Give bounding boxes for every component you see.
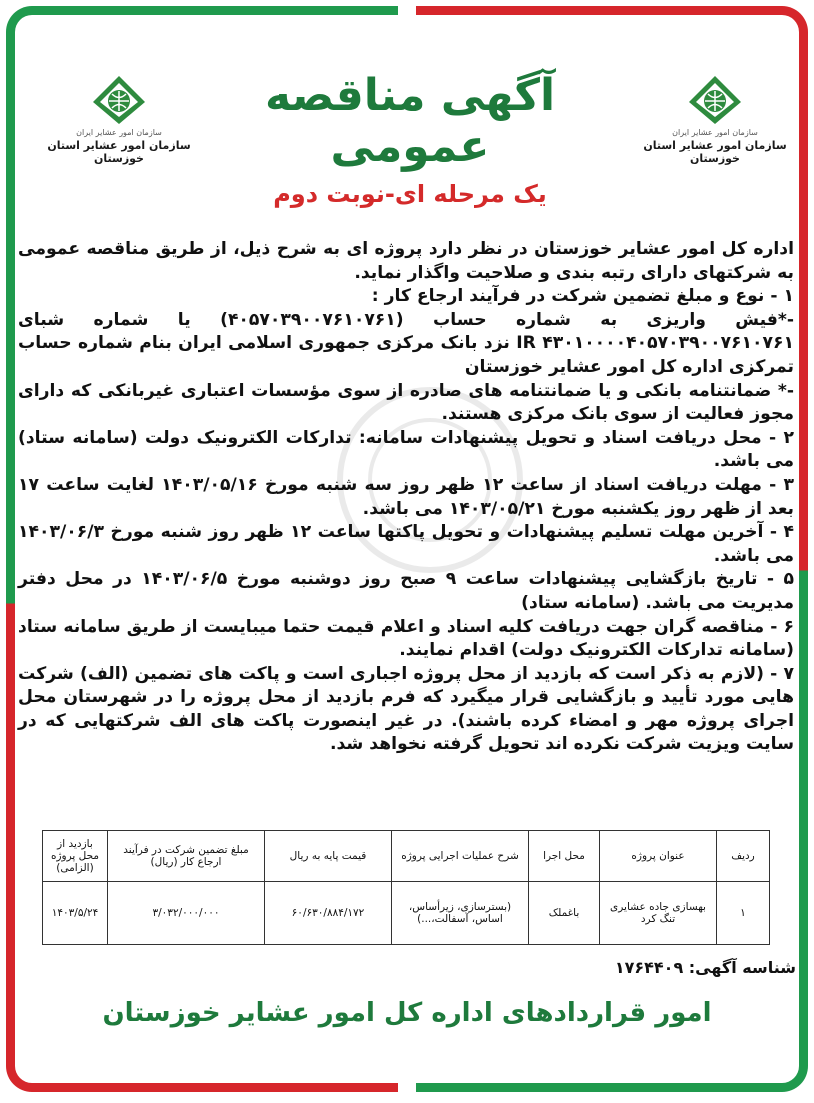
header-location: محل اجرا [529,831,600,882]
org-logo-left [34,74,204,165]
header-project-title: عنوان پروژه [600,831,717,882]
org-small-label-right: سازمان امور عشایر ایران [672,128,758,137]
cell-location: باغملک [529,882,600,945]
tribal-affairs-logo-icon [91,74,147,126]
cell-operations: (بسترسازی، زیرأساس، اساس، آسفالت،...) [392,882,529,945]
org-name-right: سازمان امور عشایر استان خوزستان [643,139,787,165]
cell-row-number: ۱ [717,882,770,945]
cell-project-title: بهسازی جاده عشایری تنگ کرد [600,882,717,945]
item-1: ۱ - نوع و مبلغ تضمین شرکت در فرآیند ارجاع کار : [371,286,794,307]
item-4: ۴ - آخرین مهلت تسلیم پیشنهادات و تحویل پاکتها ساعت ۱۲ ظهر روز شنبه مورخ ۱۴۰۳/۰۶/۳ می باشد. [18,522,794,566]
ad-identifier: شناسه آگهی: ۱۷۶۴۴۰۹ [614,958,796,977]
item-6: ۶ - مناقصه گران جهت دریافت کلیه اسناد و اعلام قیمت حتما میبایست از طریق سامانه ستاد (سامانه تدارکات الکترونیک دولت) اقدام نمایند. [18,616,794,661]
item-7: ۷ - (لازم به ذکر است که بازدید از محل پروژه اجباری است و پاکت های تضمین (الف) شرکت هایی مورد تأیید و بازگشایی قرار میگیرد که فرم بازدید از محل پروژه را در شهرستان محل اجرای پروژه مهر و امضاء کرده باشند). در غیر اینصورت پاکت های الف شرکتهایی که در سایت ویزیت شرکت نکرده اند تحویل گرفته نخواهد شد. [18,663,794,755]
item-2: ۲ - محل دریافت اسناد و تحویل پیشنهادات سامانه: تدارکات الکترونیک دولت (سامانه ستاد) می باشد. [18,427,794,472]
item-5: ۵ - تاریخ بازگشایی پیشنهادات ساعت ۹ صبح روز دوشنبه مورخ ۱۴۰۳/۰۶/۵ در محل دفتر مدیریت می باشد. (سامانه ستاد) [18,569,794,613]
page-title: آگهی مناقصه عمومی [264,70,556,172]
cell-guarantee-amount: ۳/۰۳۲/۰۰۰/۰۰۰ [108,882,265,945]
project-table [42,830,770,945]
tribal-affairs-logo-icon [687,74,743,126]
item-1b: -* ضمانتنامه بانکی و یا ضمانتنامه های صادره از سوی مؤسسات اعتباری غیربانکی که دارای مجوز فعالیت از سوی بانک مرکزی هستند. [18,380,794,425]
cell-site-visit: ۱۴۰۳/۵/۲۴ [43,882,108,945]
org-name-left: سازمان امور عشایر استان خوزستان [47,139,191,165]
announcement-body [18,238,794,757]
header-site-visit: بازدید از محل پروژه (الزامی) [43,831,108,882]
cell-base-price: ۶۰/۶۳۰/۸۸۴/۱۷۲ [265,882,392,945]
table-row [43,882,770,945]
header-base-price: قیمت پایه به ریال [265,831,392,882]
header-operations: شرح عملیات اجرایی پروژه [392,831,529,882]
page-subtitle: یک مرحله ای-نوبت دوم [273,180,547,208]
org-small-label-left: سازمان امور عشایر ایران [76,128,162,137]
intro-paragraph: اداره کل امور عشایر خوزستان در نظر دارد پروژه ای به شرح ذیل، از طریق مناقصه عمومی به شرکتهای دارای رتبه بندی و صلاحیت واگذار نماید. [18,239,794,283]
header-row-number: ردیف [717,831,770,882]
header-guarantee-amount: مبلغ تضمین شرکت در فرآیند ارجاع کار (ریال) [108,831,265,882]
item-3: ۳ - مهلت دریافت اسناد از ساعت ۱۲ ظهر روز سه شنبه مورخ ۱۴۰۳/۰۵/۱۶ لغایت ساعت ۱۷ بعد از ظهر روز یکشنبه مورخ ۱۴۰۳/۰۵/۲۱ می باشد. [18,474,795,519]
org-logo-right [630,74,800,165]
footer-signature: امور قراردادهای اداره کل امور عشایر خوزستان [102,998,712,1028]
item-1a: -*فیش واریزی به شماره حساب (۴۰۵۷۰۳۹۰۰۷۶۱۰۷۶۱) یا شماره شبای ۴۳۰۱۰۰۰۰۴۰۵۷۰۳۹۰۰۷۶۱۰۷۶۱ IR نزد بانک مرکزی جمهوری اسلامی ایران بنام شماره حساب تمرکزی اداره کل امور عشایر خوزستان [18,309,795,377]
table-header-row [43,831,770,882]
